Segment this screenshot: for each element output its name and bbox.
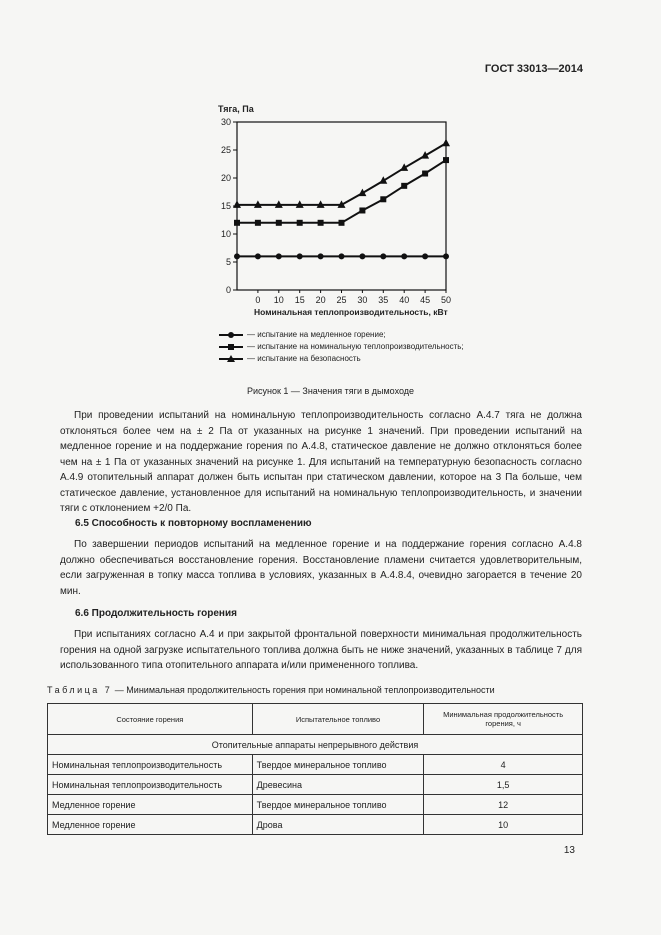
legend-triangle-marker	[218, 355, 244, 363]
burn-duration-table	[47, 703, 583, 835]
series-line-square	[237, 160, 446, 223]
data-point-circle	[443, 253, 449, 259]
x-tick-label: 40	[399, 295, 410, 305]
data-point-square	[359, 207, 365, 213]
data-point-circle	[234, 253, 240, 259]
data-point-circle	[422, 253, 428, 259]
x-tick-label: 45	[420, 295, 431, 305]
legend-circle-marker	[218, 331, 244, 339]
section-6-5-title: 6.5 Способность к повторному воспламенению	[75, 518, 312, 529]
data-point-square	[234, 220, 240, 226]
data-point-circle	[255, 253, 261, 259]
table-cell: 10	[424, 815, 583, 835]
table-header-cell: Минимальная продолжительность горения, ч	[424, 704, 583, 735]
data-point-circle	[359, 253, 365, 259]
chart-svg	[0, 0, 661, 320]
table-group-cell: Отопительные аппараты непрерывного действия	[48, 735, 583, 755]
table-caption	[47, 685, 495, 695]
chart-y-axis-label: Тяга, Па	[218, 104, 254, 114]
paragraph-text: По завершении периодов испытаний на медленное горение и на поддержание горения согласно А.4.8 должно обеспечиваться восстановление горения. Восстановление пламени считается удовлетворительным, если загруженная в топку масса топлива в условиях, указанных в А.4.8.4, очевидно загорается в течение 20 мин.	[60, 539, 582, 597]
data-point-square	[443, 157, 449, 163]
table-row	[48, 755, 583, 775]
table-caption-prefix: Таблица 7	[47, 685, 113, 695]
section-6-5-body	[60, 537, 582, 599]
y-tick-label: 10	[220, 229, 231, 239]
table-cell: Древесина	[252, 775, 424, 795]
x-tick-label: 50	[440, 295, 452, 305]
legend-square-marker	[218, 343, 244, 351]
table-header-cell: Испытательное топливо	[252, 704, 424, 735]
data-point-square	[276, 220, 282, 226]
section-6-6-title: 6.6 Продолжительность горения	[75, 608, 237, 619]
data-point-square	[380, 196, 386, 202]
data-point-square	[318, 220, 324, 226]
legend-label: — испытание на медленное горение;	[247, 330, 386, 339]
table-row	[48, 775, 583, 795]
data-point-square	[255, 220, 261, 226]
table-group-row	[48, 735, 583, 755]
data-point-square	[297, 220, 303, 226]
data-point-circle	[339, 253, 345, 259]
chart-x-axis-label: Номинальная теплопроизводительность, кВт	[254, 307, 448, 317]
legend-item-nominal	[218, 342, 464, 351]
paragraph-text: При испытаниях согласно А.4 и при закрытой фронтальной поверхности минимальная продолжительность горения на одной загрузке испытательного топлива должна быть не ниже значений, указанных в таблице 7 для использованного типа отопительного аппарата и/или примененного топлива.	[60, 629, 582, 671]
x-tick-label: 20	[315, 295, 326, 305]
table-caption-text: — Минимальная продолжительность горения при номинальной теплопроизводительности	[112, 685, 495, 695]
page-number: 13	[563, 845, 575, 856]
x-tick-label: 10	[273, 295, 284, 305]
table-cell: 12	[424, 795, 583, 815]
table-cell: Медленное горение	[48, 795, 253, 815]
data-point-square	[339, 220, 345, 226]
y-tick-label: 0	[225, 285, 231, 295]
y-tick-label: 5	[225, 257, 231, 267]
x-tick-label: 25	[336, 295, 347, 305]
section-6-6-body	[60, 627, 582, 674]
data-point-circle	[318, 253, 324, 259]
table-cell: Медленное горение	[48, 815, 253, 835]
legend-item-slow-burn	[218, 330, 386, 339]
data-point-square	[422, 171, 428, 177]
table-cell: Твердое минеральное топливо	[252, 755, 424, 775]
x-tick-label: 15	[294, 295, 305, 305]
table-cell: 1,5	[424, 775, 583, 795]
table-cell: Дрова	[252, 815, 424, 835]
legend-label: — испытание на безопасность	[247, 354, 361, 363]
document-code: ГОСТ 33013—2014	[484, 63, 583, 75]
paragraph-text: При проведении испытаний на номинальную теплопроизводительность согласно А.4.7 тяга не должна отклоняться более чем на ± 2 Па от указанных на рисунке 1 значений. При проведении испытаний на медленное горение и на поддержание горения по А.4.8, статическое давление не должно отклоняться более чем на ± 1 Па от указанных значений на рисунке 1. Для испытаний на температурную безопасность согласно А.4.9 отопительный аппарат должен быть испытан при статическом давлении, которое на 3 Па больше, чем статическое давление, установленное для испытаний на номинальную теплопроизводительность, и значении тяги с отклонением +2/0 Па.	[60, 410, 582, 514]
table-cell: Номинальная теплопроизводительность	[48, 775, 253, 795]
data-point-circle	[380, 253, 386, 259]
data-point-triangle	[442, 139, 450, 147]
table-row	[48, 795, 583, 815]
x-tick-label: 30	[357, 295, 368, 305]
x-tick-label: 0	[255, 295, 261, 305]
y-tick-label: 30	[220, 117, 231, 127]
table-header-row	[48, 704, 583, 735]
table-row	[48, 815, 583, 835]
y-tick-label: 25	[220, 145, 231, 155]
data-point-circle	[401, 253, 407, 259]
legend-label: — испытание на номинальную теплопроизводительность;	[247, 342, 464, 351]
data-point-circle	[297, 253, 303, 259]
data-point-circle	[276, 253, 282, 259]
series-line-triangle	[237, 143, 446, 205]
x-tick-label: 35	[378, 295, 389, 305]
figure-caption: Рисунок 1 — Значения тяги в дымоходе	[246, 386, 415, 396]
table-cell: 4	[424, 755, 583, 775]
legend-item-safety	[218, 354, 361, 363]
table-cell: Твердое минеральное топливо	[252, 795, 424, 815]
y-tick-label: 15	[220, 201, 231, 211]
y-tick-label: 20	[220, 173, 231, 183]
table-cell: Номинальная теплопроизводительность	[48, 755, 253, 775]
data-point-square	[401, 183, 407, 189]
table-header-cell: Состояние горения	[48, 704, 253, 735]
paragraph-draft-requirements	[60, 408, 582, 517]
